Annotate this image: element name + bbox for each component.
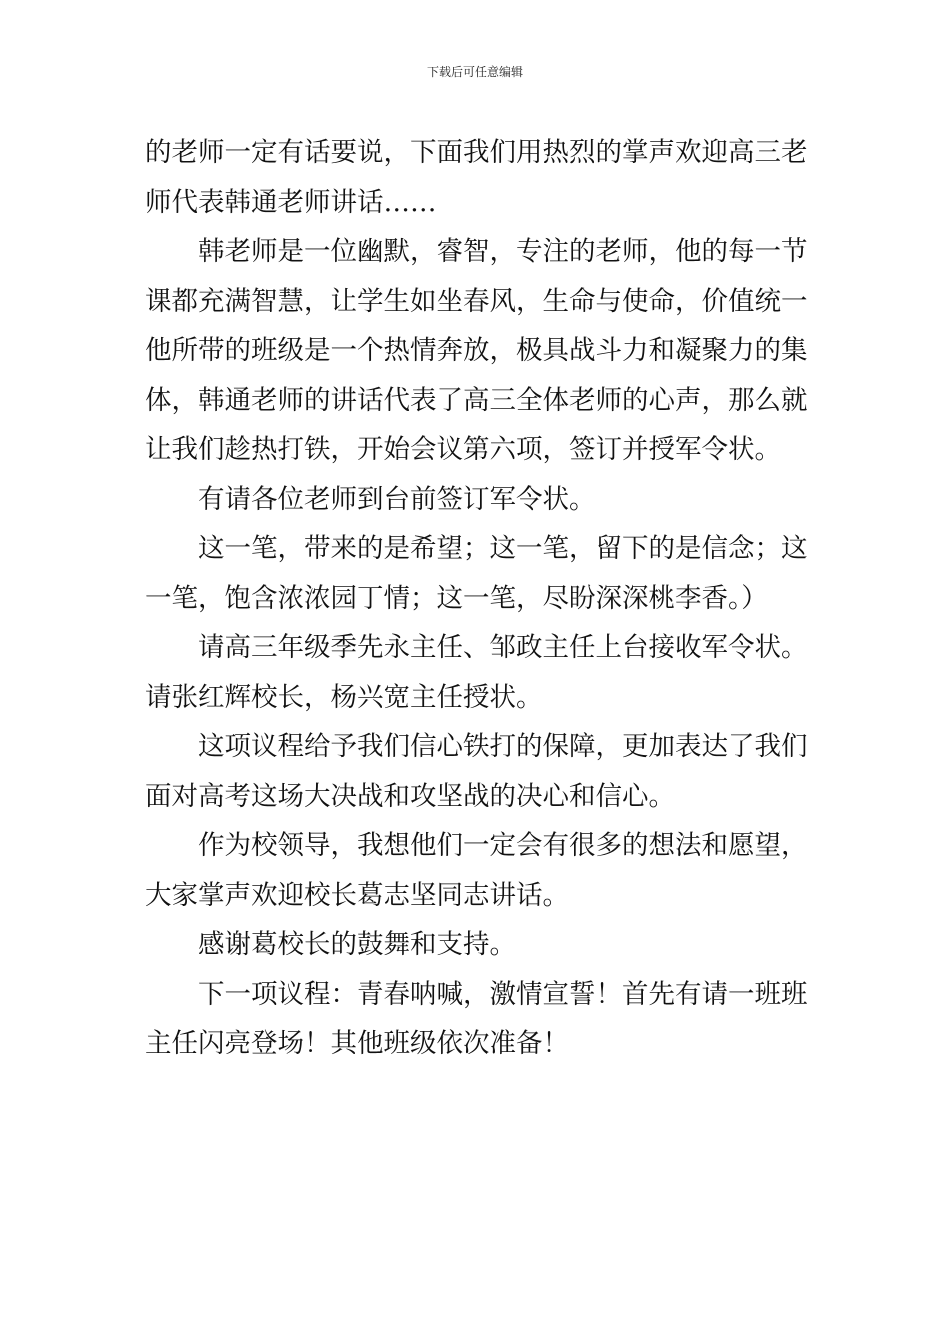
text-line: 感谢葛校长的鼓舞和支持。 — [198, 929, 516, 960]
text-line: 韩老师是一位幽默，睿智，专注的老师，他的每一节 — [198, 236, 808, 267]
paragraph-2 — [145, 227, 810, 475]
text-line: 有请各位老师到台前签订军令状。 — [198, 483, 596, 515]
text-line: 他所带的班级是一个热情奔放，极具战斗力和凝聚力的集 — [145, 335, 808, 366]
paragraph-3 — [145, 475, 810, 525]
text-line: 体，韩通老师的讲话代表了高三全体老师的心声，那么就 — [145, 384, 808, 416]
text-line: 大家掌声欢迎校长葛志坚同志讲话。 — [145, 879, 569, 911]
paragraph-7 — [145, 821, 810, 920]
paragraph-4 — [145, 524, 810, 623]
text-line: 师代表韩通老师讲话…… — [145, 186, 437, 218]
text-line: 主任闪亮登场！其他班级依次准备！ — [145, 1028, 569, 1059]
document-body — [145, 128, 810, 1069]
text-line: 的老师一定有话要说，下面我们用热烈的掌声欢迎高三老 — [145, 137, 808, 168]
text-line: 让我们趁热打铁，开始会议第六项，签订并授军令状。 — [145, 434, 781, 465]
text-line: 这一笔，带来的是希望；这一笔，留下的是信念；这 — [198, 533, 808, 564]
page-header: 下载后可任意编辑 — [426, 65, 523, 79]
paragraph-6 — [145, 722, 810, 821]
text-line: 课都充满智慧，让学生如坐春风，生命与使命，价值统一 — [145, 285, 808, 317]
text-line: 作为校领导，我想他们一定会有很多的想法和愿望， — [198, 830, 808, 861]
paragraph-8 — [145, 920, 810, 970]
text-line: 下一项议程：青春呐喊，激情宣誓！首先有请一班班 — [198, 978, 808, 1010]
paragraph-5 — [145, 623, 810, 722]
text-line: 这项议程给予我们信心铁打的保障，更加表达了我们 — [198, 731, 808, 762]
text-line: 一笔，饱含浓浓园丁情；这一笔，尽盼深深桃李香。） — [145, 582, 768, 614]
paragraph-9 — [145, 970, 810, 1069]
text-line: 请张红辉校长，杨兴宽主任授状。 — [145, 681, 543, 713]
text-line: 请高三年级季先永主任、邹政主任上台接收军令状。 — [198, 632, 808, 663]
paragraph-1 — [145, 128, 810, 227]
text-line: 面对高考这场大决战和攻坚战的决心和信心。 — [145, 780, 675, 812]
